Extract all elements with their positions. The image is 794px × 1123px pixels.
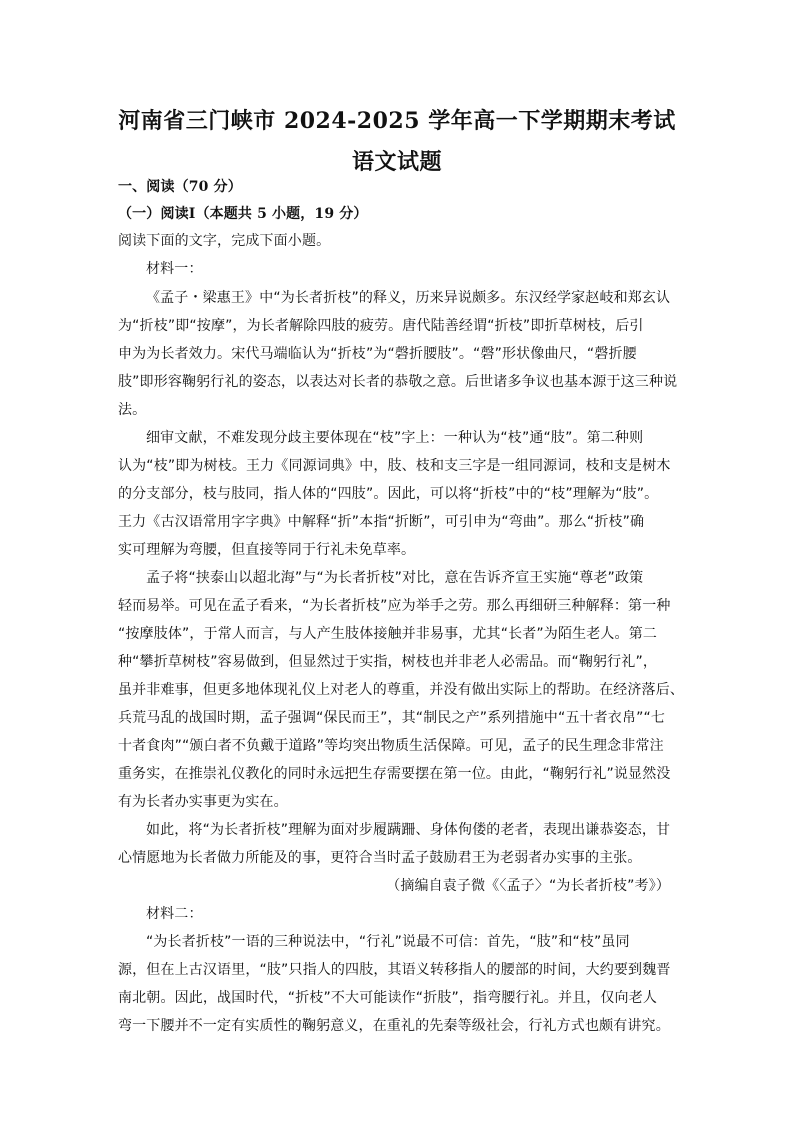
body-line: “按摩肢体”，于常人而言，与人产生肢体接触并非易事，尤其“长者”为陌生老人。第二	[118, 626, 658, 642]
body-line: 如此，将“为长者折枝”理解为面对步履蹒跚、身体佝偻的老者，表现出谦恭姿态，甘	[146, 822, 671, 838]
body-line: 《孟子・梁惠王》中“为长者折枝”的释义，历来异说颇多。东汉经学家赵岐和郑玄认	[146, 290, 671, 306]
material2-label: 材料二：	[146, 906, 203, 922]
body-line: 肢”即形容鞠躬行礼的姿态，以表达对长者的恭敬之意。后世诸多争议也基本源于这三种说	[118, 374, 678, 390]
body-line: 重务实，在推崇礼仪教化的同时永远把生存需要摆在第一位。由此，“鞠躬行礼”说显然没	[118, 766, 671, 782]
body-line: 的分支部分，枝与肢同，指人体的“四肢”。因此，可以将“折枝”中的“枝”理解为“肢”。	[118, 486, 659, 502]
body-line: 为“折枝”即“按摩”，为长者解除四肢的疲劳。唐代陆善经谓“折枝”即折草树枝，后引	[118, 318, 644, 334]
subsection-heading: （一）阅读Ⅰ（本题共 5 小题，19 分）	[118, 206, 368, 222]
body-line: “为长者折枝”一语的三种说法中，“行礼”说最不可信：首先，“肢”和“枝”虽同	[146, 934, 630, 950]
body-line: 细审文献，不难发现分歧主要体现在“枝”字上：一种认为“枝”通“肢”。第二种则	[146, 430, 644, 446]
body-line: 心情愿地为长者做力所能及的事，更符合当时孟子鼓励君王为老弱者办实事的主张。	[118, 850, 642, 866]
body-line: 孟子将“挟泰山以超北海”与“为长者折枝”对比，意在告诉齐宣王实施“尊老”政策	[146, 570, 644, 586]
body-line: 兵荒马乱的战国时期，孟子强调“保民而王”，其“制民之产”系列措施中“五十者衣帛”“七	[118, 710, 666, 726]
body-line: 弯一下腰并不一定有实质性的鞠躬意义，在重礼的先秦等级社会，行礼方式也颇有讲究。	[118, 1018, 670, 1034]
body-line: 法。	[118, 402, 147, 418]
source-citation: （摘编自袁子微《〈孟子〉“为长者折枝”考》）	[386, 878, 670, 894]
material1-label: 材料一：	[146, 261, 203, 277]
body-line: 有为长者办实事更为实在。	[118, 794, 288, 810]
page-subtitle: 语文试题	[351, 149, 442, 175]
body-line: 种“攀折草树枝”容易做到，但显然过于实指，树枝也并非老人必需品。而“鞠躬行礼”，	[118, 654, 658, 670]
page-title: 河南省三门峡市 2024-2025 学年高一下学期期末考试	[118, 108, 676, 134]
section-heading: 一、阅读（70 分）	[118, 179, 242, 195]
body-line: 王力《古汉语常用字字典》中解释“折”本指“折断”，可引申为“弯曲”。那么“折枝”确	[118, 514, 645, 530]
body-line: 实可理解为弯腰，但直接等同于行礼未免草率。	[118, 542, 416, 558]
body-line: 认为“枝”即为树枝。王力《同源词典》中，肢、枝和支三字是一组同源词，枝和支是树木	[118, 458, 671, 474]
body-line: 十者食肉”“颁白者不负戴于道路”等均突出物质生活保障。可见，孟子的民生理念非常注	[118, 738, 664, 754]
body-line: 虽并非难事，但更多地体现礼仪上对老人的尊重，并没有做出实际上的帮助。在经济落后、	[118, 682, 684, 698]
body-line: 轻而易举。可见在孟子看来，“为长者折枝”应为举手之劳。那么再细研三种解释：第一种	[118, 598, 671, 614]
body-line: 申为为长者效力。宋代马端临认为“折枝”为“磬折腰肢”。“磬”形状像曲尺，“磬折腰	[118, 346, 637, 362]
body-line: 南北朝。因此，战国时代，“折枝”不大可能读作“折肢”，指弯腰行礼。并且，仅向老人	[118, 990, 658, 1006]
instruction-text: 阅读下面的文字，完成下面小题。	[118, 233, 331, 249]
body-line: 源，但在上古汉语里，“肢”只指人的四肢，其语义转移指人的腰部的时间，大约要到魏晋	[118, 962, 671, 978]
